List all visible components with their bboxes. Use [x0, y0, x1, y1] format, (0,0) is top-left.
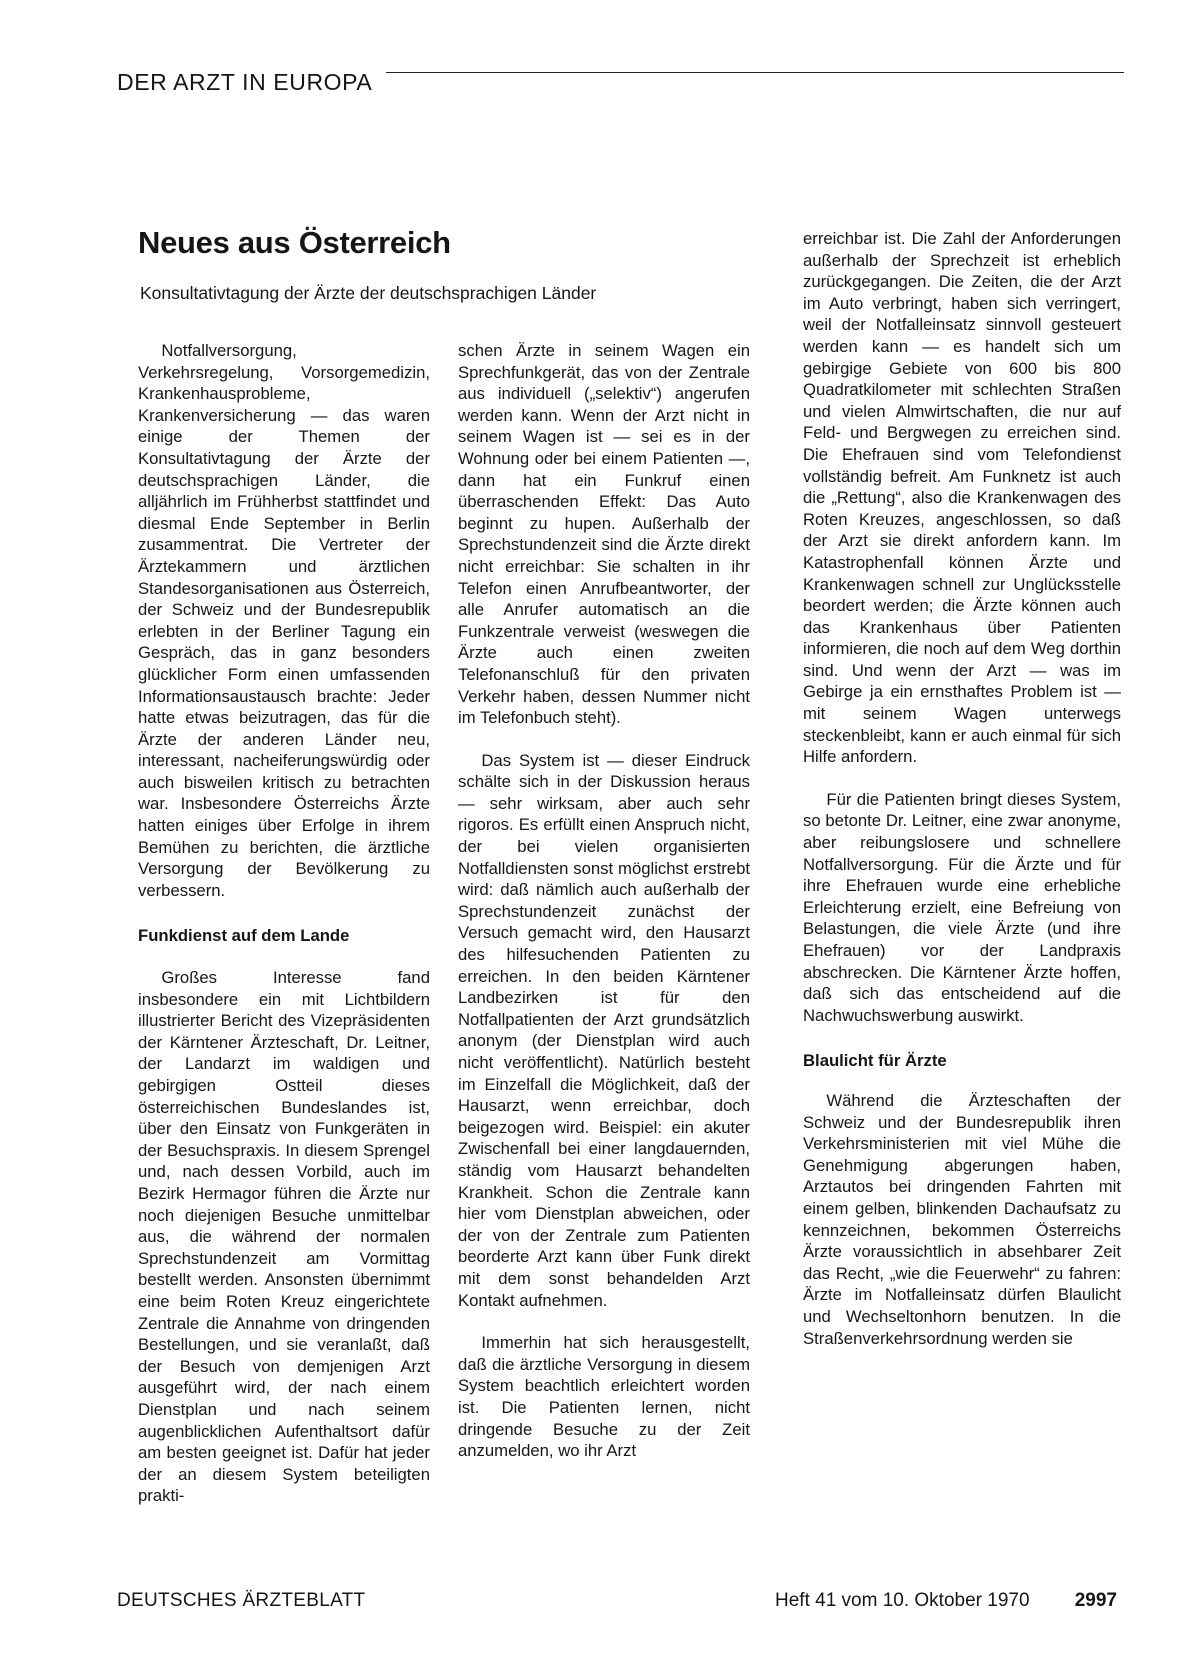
section-label: DER ARZT IN EUROPA: [117, 68, 373, 95]
paragraph: schen Ärzte in seinem Wagen ein Sprechfunkgerät, das von der Zentrale aus individuell („selektiv“) angerufen werden kann. Wenn der Arzt nicht in seinem Wagen ist — sei es in der Wohnung oder bei einem Patienten —, dann hat ein Funkruf einen überraschenden Effekt: Das Auto beginnt zu hupen. Außerhalb der Sprechstundenzeit sind die Ärzte direkt nicht erreichbar: Sie schalten in ihr Telefon einen Anrufbeantworter, der alle Anrufer automatisch an die Funkzentrale verweist (weswegen die Ärzte auch einen zweiten Telefonanschluß für den privaten Verkehr haben, dessen Nummer nicht im Telefonbuch steht).: [458, 341, 750, 728]
paragraph: Das System ist — dieser Eindruck schälte sich in der Diskussion heraus — sehr wirksam, aber auch sehr rigoros. Es erfüllt einen Anspruch nicht, der bei vielen organisierten Notfalldiensten sonst möglichst erstrebt wird: daß nämlich auch außerhalb der Sprechstundenzeit zunächst der Versuch gemacht wird, den Hausarzt des hilfesuchenden Patienten zu erreichen. In den beiden Kärntener Landbezirken ist für den Notfallpatienten der Arzt grundsätzlich anonym (der Dienstplan wird auch nicht veröffentlicht). Natürlich besteht im Einzelfall die Möglichkeit, daß der Hausarzt, wenn erreichbar, doch beigezogen wird. Beispiel: ein akuter Zwischenfall bei einer langdauernden, ständig vom Hausarzt behandelten Krankheit. Schon die Zentrale kann hier vom Dienstplan abweichen, oder der von der Zentrale zum Patienten beorderte Arzt kann über Funk direkt mit dem sonst behandelden Arzt Kontakt aufnehmen.: [458, 750, 750, 1310]
page-footer: [117, 1590, 1124, 1620]
text-column-3: [803, 228, 1121, 1349]
paragraph: Immerhin hat sich herausgestellt, daß die ärztliche Versorgung in diesem System beachtlich erleichtert worden ist. Die Patienten lernen, nicht dringende Besuche zu der Zeit anzumelden, wo ihr Arzt: [458, 1333, 750, 1461]
subheading-funkdienst: Funkdienst auf dem Lande: [138, 926, 350, 946]
article-subtitle: Konsultativtagung der Ärzte der deutschsprachigen Länder: [140, 283, 597, 303]
text-column-1: [138, 340, 430, 1507]
article-title: Neues aus Österreich: [138, 225, 451, 260]
text-column-2: [458, 340, 750, 1462]
paragraph: Notfallversorgung, Verkehrsregelung, Vorsorgemedizin, Krankenhausprobleme, Krankenversicherung — das waren einige der Themen der Konsultativtagung der Ärzte der deutschsprachigen Länder, die alljährlich im Frühherbst stattfindet und diesmal Ende September in Berlin zusammentrat. Die Vertreter der Ärztekammern und ärztlichen Standesorganisationen aus Österreich, der Schweiz und der Bundesrepublik erlebten in der Berliner Tagung ein Gespräch, das in ganz besonders glücklicher Form einen umfassenden Informationsaustausch brachte: Jeder hatte etwas beizutragen, das für die Ärzte der anderen Länder neu, interessant, nacheiferungswürdig oder auch bisweilen kritisch zu betrachten war. Insbesondere Österreichs Ärzte hatten einiges über Erfolge in ihrem Bemühen zu berichten, die ärztliche Versorgung der Bevölkerung zu verbessern.: [138, 341, 430, 900]
paragraph: erreichbar ist. Die Zahl der Anforderungen außerhalb der Sprechzeit ist erheblich zurückgegangen. Die Zeiten, die der Arzt im Auto verbringt, haben sich verringert, weil der Notfalleinsatz sinnvoll gesteuert werden kann — es handelt sich um gebirgige Gebiete von 600 bis 800 Quadratkilometer mit schlechten Straßen und vielen Almwirtschaften, die nur auf Feld- und Bergwegen zu erreichen sind. Die Ehefrauen sind vom Telefondienst vollständig befreit. Am Funknetz ist auch die „Rettung“, also die Krankenwagen des Roten Kreuzes, angeschlossen, so daß der Arzt sie direkt anfordern kann. Im Katastrophenfall können Ärzte und Krankenwagen schnell zur Unglücksstelle beordert werden; die Ärzte können auch das Krankenhaus über Patienten informieren, die noch auf dem Weg dorthin sind. Und wenn der Arzt — was im Gebirge ja ein ernsthaftes Problem ist — mit seinem Wagen unterwegs steckenbleibt, kann er auch einmal für sich Hilfe anfordern.: [803, 229, 1121, 767]
issue-info: Heft 41 vom 10. Oktober 1970: [775, 1590, 1030, 1611]
paragraph: Für die Patienten bringt dieses System, so betonte Dr. Leitner, eine zwar anonyme, aber reibungslosere und schnellere Notfallversorgung. Für die Ärzte und für ihre Ehefrauen wurde eine erhebliche Erleichterung erzielt, eine Befreiung von Belastungen, die viele Ärzte (und ihre Ehefrauen) vor der Landpraxis abschrecken. Die Kärntener Ärzte hoffen, daß sich das entscheidend auf die Nachwuchswerbung auswirkt.: [803, 789, 1121, 1025]
header-rule: [386, 72, 1124, 73]
subheading-blaulicht: Blaulicht für Ärzte: [803, 1051, 947, 1071]
page-number: 2997: [1074, 1590, 1117, 1611]
paragraph: Während die Ärzteschaften der Schweiz und der Bundesrepublik ihren Verkehrsministerien mit viel Mühe die Genehmigung abgerungen haben, Arztautos bei dringenden Fahrten mit einem gelben, blinkenden Dachaufsatz zu kennzeichnen, bekommen Österreichs Ärzte voraussichtlich in absehbarer Zeit das Recht, „wie die Feuerwehr“ zu fahren: Ärzte im Notfalleinsatz dürfen Blaulicht und Wechseltonhorn benutzen. In die Straßenverkehrsordnung werden sie: [803, 1090, 1121, 1348]
section-header: [117, 67, 1124, 97]
paragraph: Großes Interesse fand insbesondere ein mit Lichtbildern illustrierter Bericht des Vizepräsidenten der Kärntener Ärzteschaft, Dr. Leitner, der Landarzt im waldigen und gebirgigen Ostteil dieses österreichischen Bundeslandes ist, über den Einsatz von Funkgeräten in der Besuchspraxis. In diesem Sprengel und, nach dessen Vorbild, auch im Bezirk Hermagor führen die Ärzte nur noch diejenigen Besuche unmittelbar aus, die während der normalen Sprechstundenzeit am Vormittag bestellt werden. Ansonsten übernimmt eine beim Roten Kreuz eingerichtete Zentrale die Annahme von dringenden Bestellungen, und sie veranlaßt, daß der Besuch von demjenigen Arzt ausgeführt wird, der nach einem Dienstplan und nach seinem augenblicklichen Aufenthaltsort dafür am besten geeignet ist. Dafür hat jeder der an diesem System beteiligten prakti-: [138, 968, 430, 1506]
publication-name: DEUTSCHES ÄRZTEBLATT: [117, 1590, 366, 1611]
